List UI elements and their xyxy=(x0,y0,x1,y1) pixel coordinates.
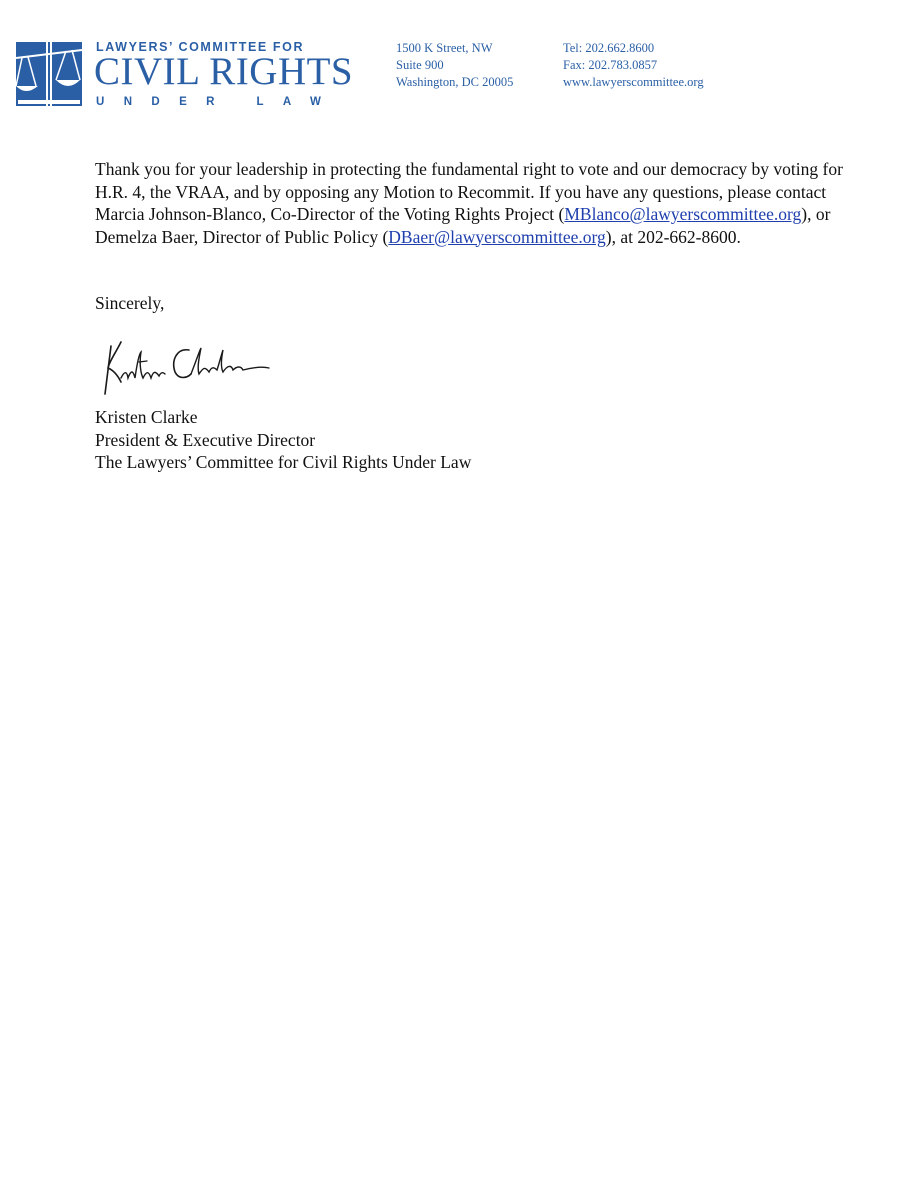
handwritten-signature xyxy=(95,334,275,404)
body-paragraph xyxy=(95,158,855,248)
signer-title: President & Executive Director xyxy=(95,429,316,450)
scales-of-justice-logo-icon xyxy=(14,40,84,110)
address-block xyxy=(396,40,513,91)
telephone: Tel: 202.662.8600 xyxy=(563,41,655,55)
signer-organization: The Lawyers’ Committee for Civil Rights Under Law xyxy=(95,452,472,472)
salutation: Sincerely, xyxy=(95,293,165,313)
signature-block xyxy=(95,406,471,474)
letter-body xyxy=(95,158,855,248)
fax: Fax: 202.783.0857 xyxy=(563,58,658,72)
org-name-bottom: UNDER LAW xyxy=(96,96,341,108)
letterhead xyxy=(0,0,898,120)
body-text-1: Thank you for your leadership in protecting the fundamental right to vote and our democracy by voting for H.R. 4, the VRAA, and by opposing any Motion to Recommit. If you have any questions, please contact Marcia Johnson-Blanco, Co-Director of the Voting Rights Project ( xyxy=(95,159,843,224)
org-name-top: LAWYERS’ COMMITTEE FOR xyxy=(96,40,305,54)
address-line: Suite 900 xyxy=(396,58,444,72)
website: www.lawyerscommittee.org xyxy=(563,75,704,89)
signer-name: Kristen Clarke xyxy=(95,407,198,427)
address-line: Washington, DC 20005 xyxy=(396,75,514,89)
org-name-main: CIVIL RIGHTS xyxy=(94,50,354,93)
email-link-mblanco[interactable]: MBlanco@lawyerscommittee.org xyxy=(564,204,802,224)
contact-block xyxy=(563,40,704,91)
address-line: 1500 K Street, NW xyxy=(396,41,493,55)
body-text-2: ), or Demelza Baer, Director of Public Policy ( xyxy=(95,204,831,247)
email-link-dbaer[interactable]: DBaer@lawyerscommittee.org xyxy=(388,226,606,247)
body-text-3: ), at 202-662-8600. xyxy=(605,226,741,247)
